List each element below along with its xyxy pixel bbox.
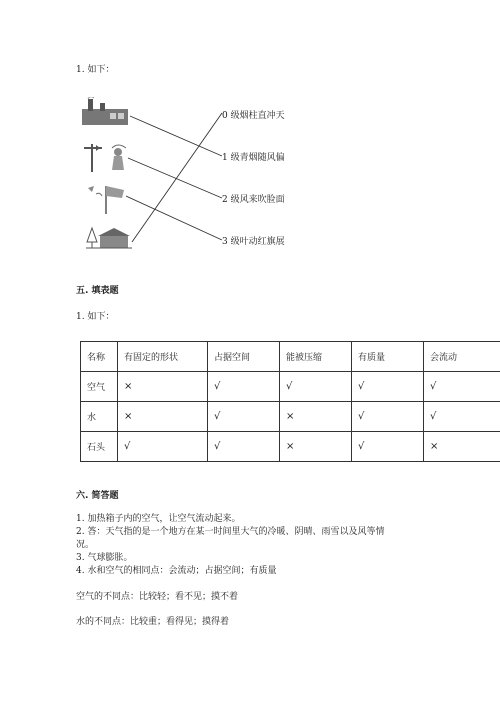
section-6-heading: 六. 简答题 — [76, 491, 119, 501]
table-header-cell: 有固定的形状 — [118, 342, 208, 372]
table-header-cell: 能被压缩 — [280, 342, 352, 372]
weather-vane-person-icon — [82, 140, 132, 174]
table-cell: √ — [352, 432, 424, 462]
table-cell: × — [280, 402, 352, 432]
table-cell: √ — [424, 402, 500, 432]
air-difference-line: 空气的不同点：比较轻；看不见；摸不着 — [76, 592, 239, 602]
table-cell: √ — [208, 372, 280, 402]
table-cell: √ — [280, 372, 352, 402]
table-cell: √ — [208, 402, 280, 432]
table-cell: × — [280, 432, 352, 462]
answer-line: 1. 加热箱子内的空气，让空气流动起来。 — [76, 514, 241, 524]
table-header-row — [81, 342, 500, 372]
properties-table — [80, 341, 500, 462]
table-cell: √ — [352, 372, 424, 402]
answer-line: 3. 气球膨胀。 — [76, 553, 133, 563]
row-name-cell: 石头 — [81, 432, 118, 462]
row-name-cell: 空气 — [81, 372, 118, 402]
table-header-cell: 占据空间 — [208, 342, 280, 372]
wind-level-label: 2 级风来吹脸面 — [222, 195, 285, 205]
factory-smoke-icon — [80, 97, 132, 127]
wind-level-label: 0 级烟柱直冲天 — [222, 111, 285, 121]
answer-line: 况。 — [76, 540, 95, 550]
answer-1-prefix: 1. 如下： — [76, 65, 115, 75]
flag-icon — [84, 182, 130, 216]
section-5-heading: 五. 填表题 — [76, 286, 119, 296]
table-row — [81, 432, 500, 462]
table-cell: √ — [208, 432, 280, 462]
table-cell: × — [118, 372, 208, 402]
table-header-cell: 有质量 — [352, 342, 424, 372]
water-difference-line: 水的不同点：比较重；看得见；摸得着 — [76, 617, 230, 627]
table-cell: √ — [118, 432, 208, 462]
wind-level-label: 3 级叶动红旗展 — [222, 237, 285, 247]
table-cell: × — [118, 402, 208, 432]
answer-line: 2. 答：天气指的是一个地方在某一时间里大气的冷暖、阴晴、雨雪以及风等情 — [76, 527, 385, 537]
table-cell: × — [424, 432, 500, 462]
house-tree-icon — [84, 224, 134, 250]
answer-5-prefix: 1. 如下： — [76, 312, 115, 322]
row-name-cell: 水 — [81, 402, 118, 432]
table-cell: √ — [352, 402, 424, 432]
table-header-cell: 会流动 — [424, 342, 500, 372]
wind-level-label: 1 级青烟随风偏 — [222, 153, 285, 163]
table-row — [81, 402, 500, 432]
answer-line: 4. 水和空气的相同点：会流动；占据空间；有质量 — [76, 566, 277, 576]
table-row — [81, 372, 500, 402]
table-cell: √ — [424, 372, 500, 402]
table-header-cell: 名称 — [81, 342, 118, 372]
